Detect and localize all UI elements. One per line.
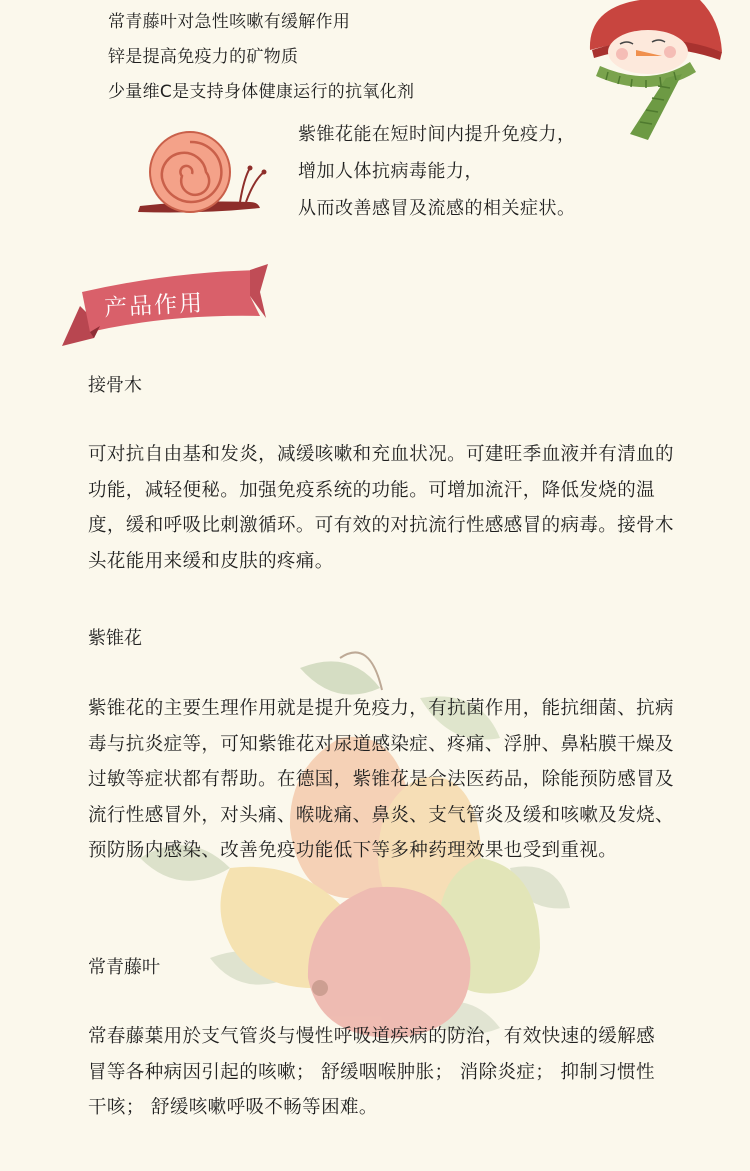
section-heading-ivy-leaf: 常青藤叶: [88, 957, 160, 978]
section-body-ivy-leaf: 常春藤葉用於支气管炎与慢性呼吸道疾病的防治，有效快速的缓解感冒等各种病因引起的咳嗽； 舒缓咽喉肿胀； 消除炎症； 抑制习惯性干咳； 舒缓咳嗽呼吸不畅等困难。: [88, 1026, 656, 1118]
intro-line-1: 常青藤叶对急性咳嗽有缓解作用: [108, 12, 351, 32]
section-heading-echinacea: 紫锥花: [88, 628, 142, 649]
echinacea-line-1: 紫锥花能在短时间内提升免疫力，: [298, 124, 576, 145]
echinacea-line-3: 从而改善感冒及流感的相关症状。: [298, 198, 576, 219]
banner-label: 产品作用: [103, 290, 205, 322]
snail-illustration: [132, 118, 272, 218]
intro-line-3: 少量维C是支持身体健康运行的抗氧化剂: [108, 82, 415, 102]
section-body-echinacea: 紫锥花的主要生理作用就是提升免疫力，有抗菌作用，能抗细菌、抗病毒与抗炎症等，可知紫锥花对尿道感染症、疼痛、浮肿、鼻粘膜干燥及过敏等症状都有帮助。在德国，紫锥花是合法医药品，除能预防感冒及流行性感冒外，对头痛、喉咙痛、鼻炎、支气管炎及缓和咳嗽及发烧、预防肠内感染、改善免疫功能低下等多种药理效果也受到重视。: [88, 698, 674, 861]
snowman-illustration: [570, 0, 750, 150]
section-body-elderberry: 可对抗自由基和发炎，减缓咳嗽和充血状况。可建旺季血液并有清血的功能，减轻便秘。加强免疫系统的功能。可增加流汗，降低发烧的温度，缓和呼吸比刺激循环。可有效的对抗流行性感感冒的病毒。接骨木头花能用来缓和皮肤的疼痛。: [88, 444, 674, 572]
echinacea-line-2: 增加人体抗病毒能力，: [298, 161, 483, 182]
intro-line-2: 锌是提高免疫力的矿物质: [108, 47, 299, 67]
section-heading-elderberry: 接骨木: [88, 375, 142, 396]
